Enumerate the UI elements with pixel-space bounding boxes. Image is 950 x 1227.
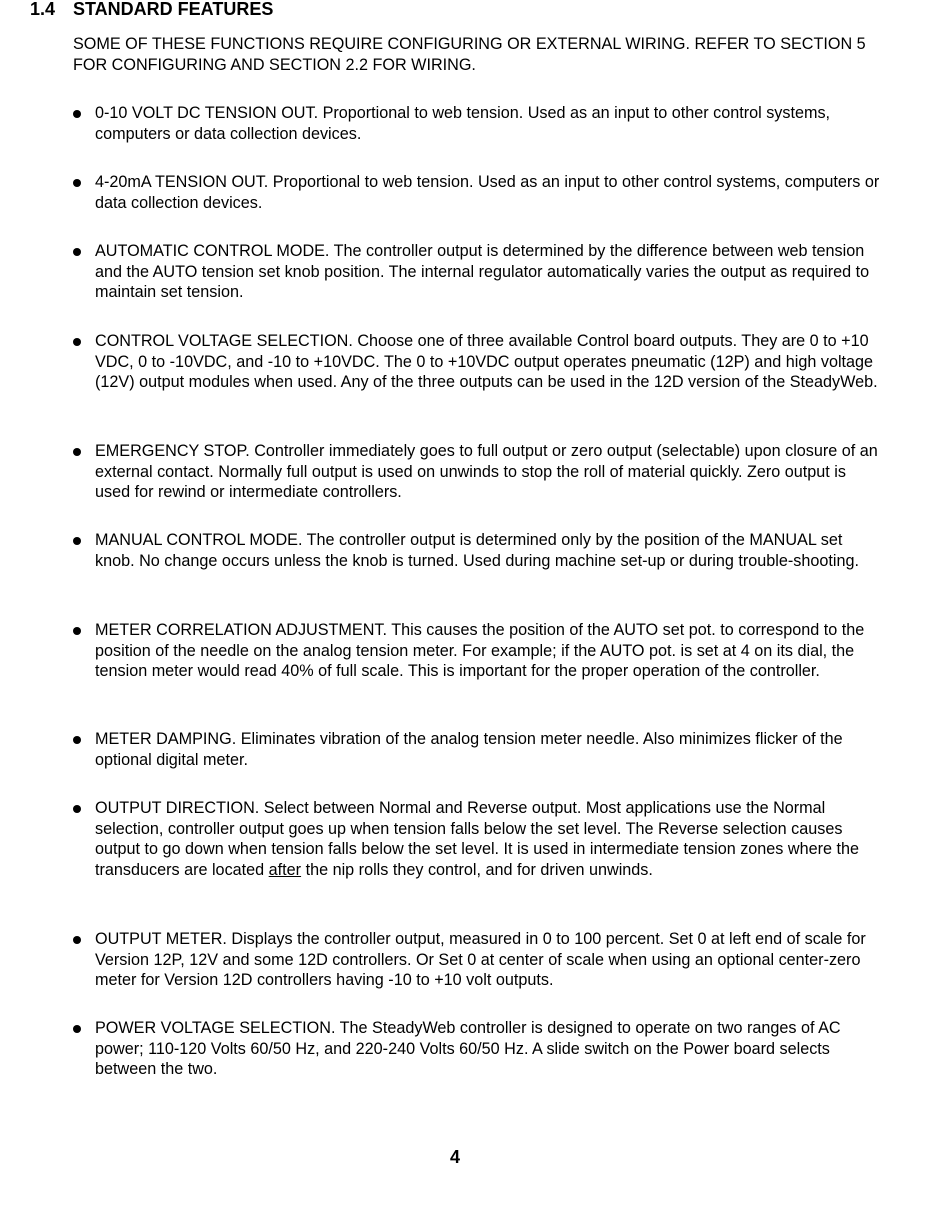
bullet-icon: [73, 936, 81, 944]
bullet-icon: [73, 1025, 81, 1033]
bullet-icon: [73, 179, 81, 187]
page-number: 4: [449, 1147, 460, 1167]
bullet-icon: [73, 805, 81, 813]
feature-text: AUTOMATIC CONTROL MODE. The controller output is determined by the difference between web tension and the AUTO tension set knob position. The internal regulator automatically varies the output as required to maintain set tension.: [95, 242, 870, 301]
feature-text: EMERGENCY STOP. Controller immediately goes to full output or zero output (selectable) upon closure of an external contact. Normally full output is used on unwinds to stop the roll of material quickly. Zero output is used for rewind or intermediate controllers.: [95, 442, 878, 501]
bullet-icon: [73, 448, 81, 456]
bullet-icon: [73, 736, 81, 744]
bullet-icon: [73, 537, 81, 545]
feature-text-part: the nip rolls they control, and for driven unwinds.: [301, 860, 653, 879]
feature-text: [95, 798, 885, 880]
section-heading: [30, 0, 273, 20]
feature-text: 0-10 VOLT DC TENSION OUT. Proportional to web tension. Used as an input to other control systems, computers or data collection devices.: [95, 104, 831, 143]
feature-text: OUTPUT METER. Displays the controller output, measured in 0 to 100 percent. Set 0 at left end of scale for Version 12P, 12V and some 12D controllers. Or Set 0 at center of scale when using an optional center-zero meter for Version 12D controllers having -10 to +10 volt outputs.: [95, 930, 866, 989]
feature-text: CONTROL VOLTAGE SELECTION. Choose one of three available Control board outputs. They are 0 to +10 VDC, 0 to -10VDC, and -10 to +10VDC. The 0 to +10VDC output operates pneumatic (12P) and high voltage (12V) output modules when used. Any of the three outputs can be used in the 12D version of the SteadyWeb.: [95, 332, 878, 391]
bullet-icon: [73, 248, 81, 256]
bullet-icon: [73, 338, 81, 346]
feature-text: METER CORRELATION ADJUSTMENT. This causes the position of the AUTO set pot. to correspond to the position of the needle on the analog tension meter. For example; if the AUTO pot. is set at 4 on its dial, the tension meter would read 40% of full scale. This is important for the proper operation of the controller.: [95, 621, 865, 680]
feature-text: POWER VOLTAGE SELECTION. The SteadyWeb controller is designed to operate on two ranges of AC power; 110-120 Volts 60/50 Hz, and 220-240 Volts 60/50 Hz. A slide switch on the Power board selects between the two.: [95, 1019, 841, 1078]
feature-text-underlined: after: [268, 860, 302, 879]
intro-paragraph: SOME OF THESE FUNCTIONS REQUIRE CONFIGURING OR EXTERNAL WIRING. REFER TO SECTION 5 FOR CONFIGURING AND SECTION 2.2 FOR WIRING.: [73, 35, 866, 74]
feature-text: METER DAMPING. Eliminates vibration of the analog tension meter needle. Also minimizes flicker of the optional digital meter.: [95, 730, 843, 769]
bullet-icon: [73, 110, 81, 118]
feature-text-part: OUTPUT DIRECTION. Select between Normal and Reverse output. Most applications use the Normal selection, controller output goes up when tension falls below the set level. The Reverse selection causes output to go down when tension falls below the set level. It is used in intermediate tension zones where the transducers are located: [95, 799, 859, 879]
bullet-icon: [73, 627, 81, 635]
section-title: STANDARD FEATURES: [73, 0, 274, 19]
feature-text: 4-20mA TENSION OUT. Proportional to web tension. Used as an input to other control systems, computers or data collection devices.: [95, 173, 880, 212]
section-number: 1.4: [30, 0, 56, 19]
feature-text: MANUAL CONTROL MODE. The controller output is determined only by the position of the MANUAL set knob. No change occurs unless the knob is turned. Used during machine set-up or during trouble-shooting.: [95, 531, 859, 570]
